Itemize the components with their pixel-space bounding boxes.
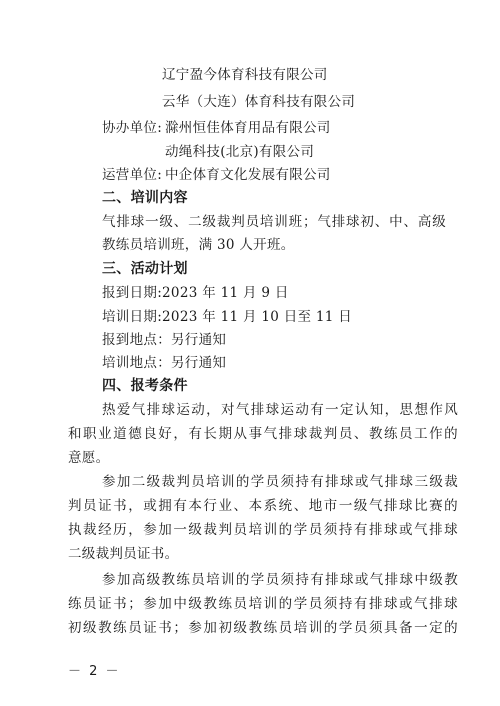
training-date: 培训日期:2023 年 11 月 10 日至 11 日 (102, 309, 353, 325)
paragraph-line: 意愿。 (68, 450, 110, 466)
paragraph-line: 参加二级裁判员培训的学员须持有排球或气排球三级裁 (102, 474, 458, 490)
paragraph-line: 二级裁判员证书。 (68, 546, 179, 562)
section-heading-training-content: 二、培训内容 (102, 190, 188, 206)
paragraph-line: 教练员培训班，满 30 人开班。 (102, 237, 295, 253)
operator-label: 运营单位: (102, 167, 163, 183)
paragraph-line: 气排球一级、二级裁判员培训班；气排球初、中、高级 (102, 214, 446, 230)
paragraph-line: 执裁经历，参加一级裁判员培训的学员须持有排球或气排球 (68, 522, 458, 538)
co-organizer-line: 滁州恒佳体育用品有限公司 (165, 120, 331, 136)
page-number: － 2 － (68, 664, 121, 679)
paragraph-line: 练员证书；参加中级教练员培训的学员须持有排球或气排球 (68, 596, 458, 612)
paragraph-line: 初级教练员证书；参加初级教练员培训的学员须具备一定的 (68, 620, 458, 636)
paragraph-line: 和职业道德良好，有长期从事气排球裁判员、教练员工作的 (68, 426, 458, 442)
registration-location: 报到地点：另行通知 (102, 332, 227, 348)
training-location: 培训地点：另行通知 (102, 355, 227, 371)
section-heading-requirements: 四、报考条件 (102, 378, 188, 394)
operator-line: 中企体育文化发展有限公司 (165, 167, 331, 183)
organizer-line: 辽宁盈今体育科技有限公司 (162, 67, 328, 83)
paragraph-line: 热爱气排球运动，对气排球运动有一定认知，思想作风 (102, 402, 458, 418)
paragraph-line: 判员证书，或拥有本行业、本系统、地市一级气排球比赛的 (68, 498, 458, 514)
paragraph-line: 参加高级教练员培训的学员须持有排球或气排球中级教 (102, 572, 458, 588)
organizer-line: 云华（大连）体育科技有限公司 (162, 94, 356, 110)
section-heading-activity-plan: 三、活动计划 (102, 261, 188, 277)
co-organizer-line: 动绳科技(北京)有限公司 (165, 144, 315, 160)
co-organizer-label: 协办单位: (102, 120, 163, 136)
registration-date: 报到日期:2023 年 11 月 9 日 (102, 285, 289, 301)
